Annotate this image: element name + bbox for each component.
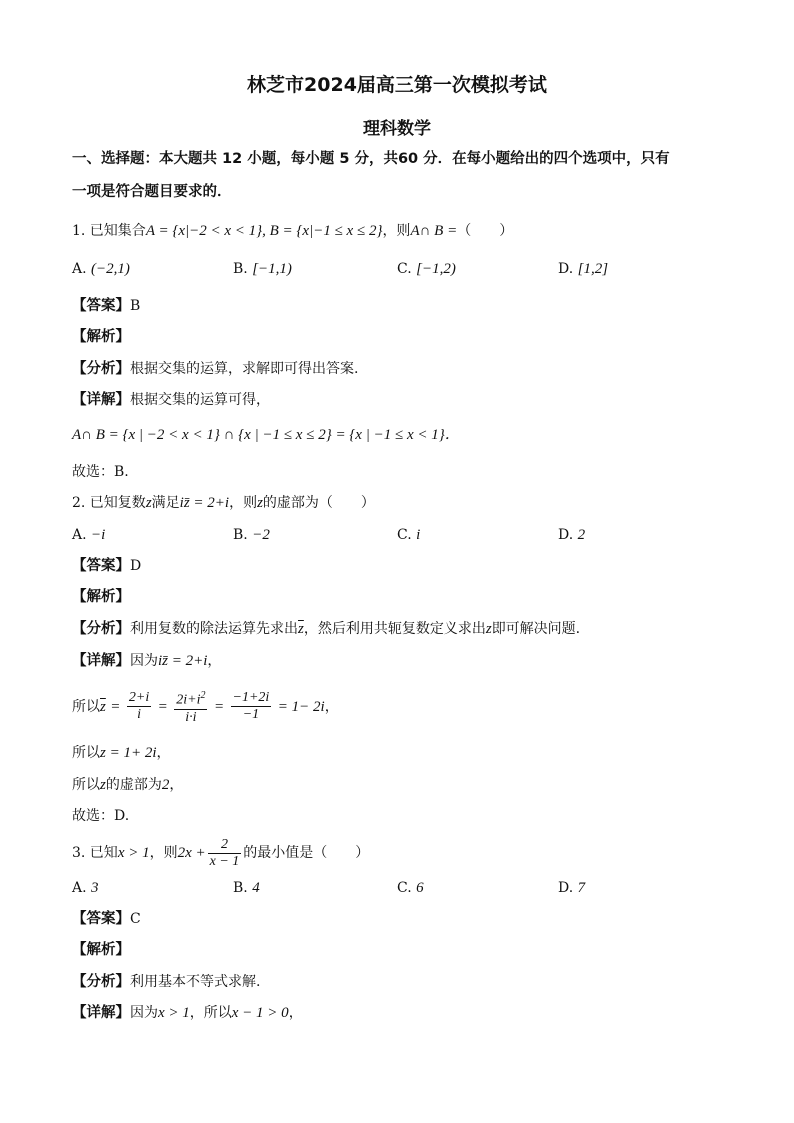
q3-option-b: B. 4: [233, 880, 260, 896]
section-header-line1: 一、选择题：本大题共 12 小题，每小题 5 分，共60 分．在每小题给出的四个选项中，只有: [72, 151, 670, 167]
q2-imag-part: 所以z的虚部为2，: [72, 777, 184, 793]
q2-derivation: 所以$\overline{z}$ = $\frac{2+i}{i}$ = $\frac{2i+i^2}{i\cdot i}$ = $\frac{-1+2i}{-1}$ = 1− 2i，: [72, 690, 339, 725]
q2-detail: 【详解】因为iz̄ = 2+i，: [72, 653, 222, 669]
q2-option-d: D. 2: [558, 527, 586, 543]
section-header-line2: 一项是符合题目要求的．: [72, 184, 232, 200]
q1-detail-math: A∩ B = {x | −2 < x < 1} ∩ {x | −1 ≤ x ≤ 2} = {x | −1 ≤ x < 1}．: [72, 427, 460, 443]
q2-option-c: C. i: [397, 527, 421, 543]
q2-option-b: B. −2: [233, 527, 270, 543]
q1-conclusion: 故选：B.: [72, 464, 129, 480]
q1-option-b: B. [−1,1): [233, 261, 292, 277]
q1-analysis-tag: 【解析】: [72, 329, 130, 345]
q2-stem: 2. 已知复数z满足iz̄ = 2+i，则z的虚部为（ ）: [72, 495, 375, 511]
q1-option-c: C. [−1,2): [397, 261, 456, 277]
q3-option-a: A. 3: [72, 880, 99, 896]
q2-frac-1: $\frac{2+i}{i}$: [128, 690, 150, 723]
q3-fenxi: 【分析】利用基本不等式求解.: [72, 974, 261, 990]
q2-frac-3: $\frac{-1+2i}{-1}$: [232, 690, 270, 723]
q1-detail: 【详解】根据交集的运算可得，: [72, 392, 270, 408]
q3-stem: 3. 已知x > 1，则2x + $\frac{2}{x - 1}$ 的最小值是（ ）: [72, 836, 370, 869]
q2-analysis-tag: 【解析】: [72, 589, 130, 605]
q1-paren: （ ）: [457, 223, 514, 239]
q1-sets: A = {x|−2 < x < 1}, B = {x|−1 ≤ x ≤ 2}: [145, 223, 383, 239]
exam-title: 林芝市2024届高三第一次模拟考试: [247, 74, 547, 96]
q2-frac-2: $\frac{2i+i^2}{i\cdot i}$: [176, 690, 206, 725]
q3-answer: 【答案】C: [72, 911, 141, 927]
q3-option-d: D. 7: [558, 880, 586, 896]
q1-stem-prefix: 1. 已知集合: [72, 223, 146, 239]
q3-fraction: $\frac{2}{x - 1}$: [209, 836, 240, 869]
q1-answer: 【答案】B: [72, 298, 141, 314]
q1-option-d: D. [1,2]: [558, 261, 609, 277]
q2-option-a: A. −i: [72, 527, 106, 543]
q2-fenxi: 【分析】利用复数的除法运算先求出$\overline{z}$，然后利用共轭复数定义求出z即可解决问题.: [72, 621, 581, 637]
q3-option-c: C. 6: [397, 880, 424, 896]
q2-z-result: 所以z = 1+ 2i，: [72, 745, 171, 761]
q1-option-a: A. (−2,1): [72, 261, 130, 277]
q2-conclusion: 故选：D.: [72, 808, 130, 824]
q1-intersection: A∩ B =: [410, 223, 458, 239]
q1-stem: [72, 222, 513, 240]
q3-analysis-tag: 【解析】: [72, 942, 130, 958]
exam-subtitle: 理科数学: [363, 119, 431, 139]
q1-stem-suffix: ，则: [382, 223, 411, 239]
q1-fenxi: 【分析】根据交集的运算，求解即可得出答案.: [72, 361, 359, 377]
q3-detail: 【详解】因为x > 1，所以x − 1 > 0，: [72, 1005, 303, 1021]
q2-answer: 【答案】D: [72, 558, 142, 574]
